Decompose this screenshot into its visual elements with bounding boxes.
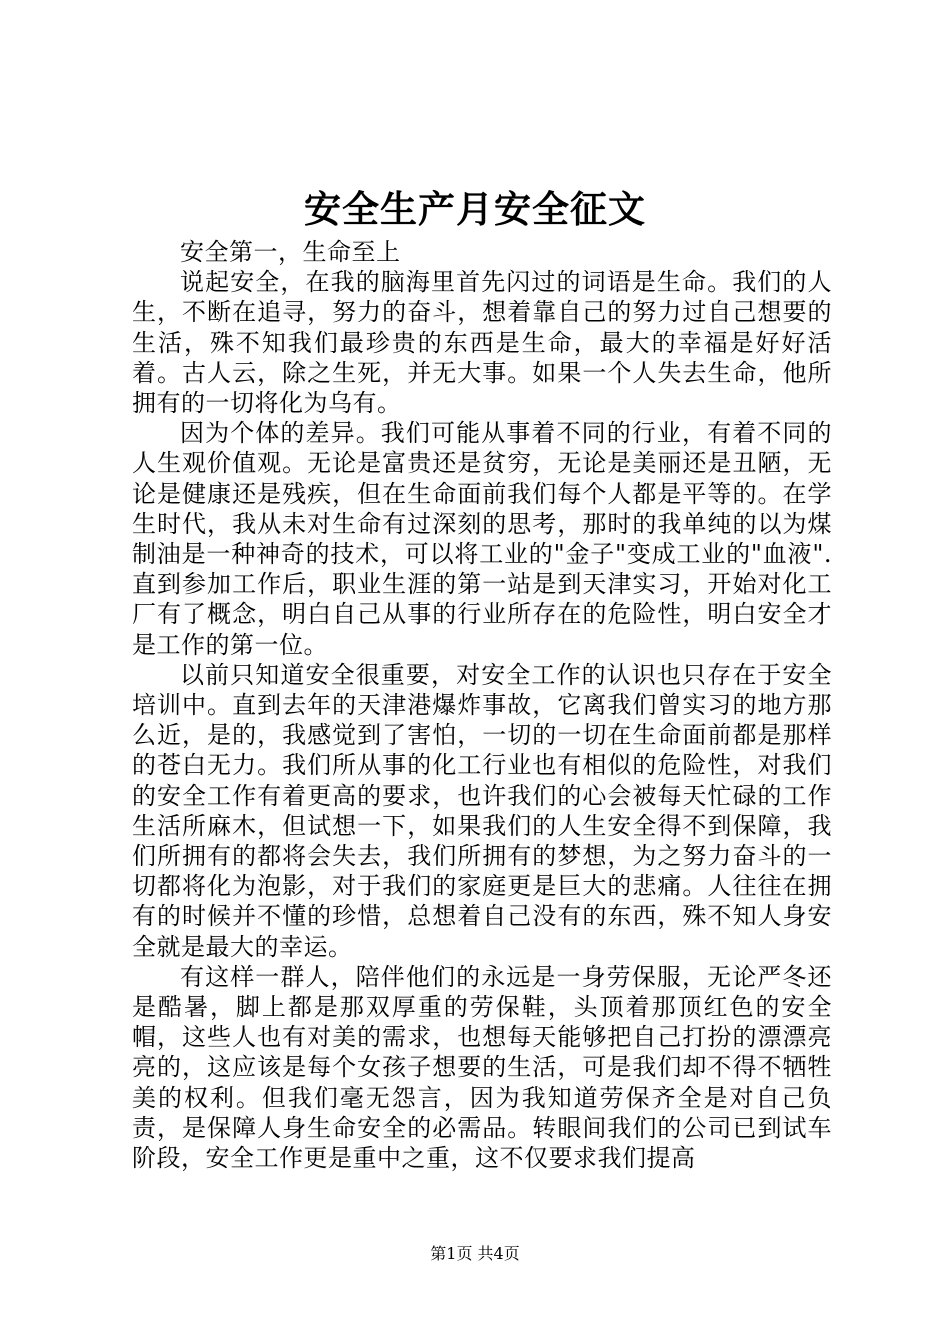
paragraph: 有这样一群人，陪伴他们的永远是一身劳保服，无论严冬还是酷暑，脚上都是那双厚重的劳保鞋，头顶着那顶红色的安全帽，这些人也有对美的需求，也想每天能够把自己打扮的漂漂亮亮的，这应该是每个女孩子想要的生活，可是我们却不得不牺牲美的权利。但我们毫无怨言，因为我知道劳保齐全是对自己负责，是保障人身生命安全的必需品。转眼间我们的公司已到试车阶段，安全工作更是重中之重，这不仅要求我们提高 xyxy=(132,962,832,1173)
document-title: 安全生产月安全征文 xyxy=(304,187,646,231)
paragraph: 因为个体的差异。我们可能从事着不同的行业，有着不同的人生观价值观。无论是富贵还是贫穷，无论是美丽还是丑陋，无论是健康还是残疾，但在生命面前我们每个人都是平等的。在学生时代，我从未对生命有过深刻的思考，那时的我单纯的以为煤制油是一种神奇的技术，可以将工业的"金子"变成工业的"血液".直到参加工作后，职业生涯的第一站是到天津实习，开始对化工厂有了概念，明白自己从事的行业所存在的危险性，明白安全才是工作的第一位。 xyxy=(132,419,832,659)
paragraph-subtitle: 安全第一，生命至上 xyxy=(180,238,401,266)
document-body xyxy=(132,237,832,1173)
page-footer: 第1页 共4页 xyxy=(430,1244,520,1263)
paragraph: 说起安全，在我的脑海里首先闪过的词语是生命。我们的人生，不断在追寻，努力的奋斗，想着靠自己的努力过自己想要的生活，殊不知我们最珍贵的东西是生命，最大的幸福是好好活着。古人云，除之生死，并无大事。如果一个人失去生命，他所拥有的一切将化为乌有。 xyxy=(132,268,832,418)
paragraph: 以前只知道安全很重要，对安全工作的认识也只存在于安全培训中。直到去年的天津港爆炸事故，它离我们曾实习的地方那么近，是的，我感觉到了害怕，一切的一切在生命面前都是那样的苍白无力。我们所从事的化工行业也有相似的危险性，对我们的安全工作有着更高的要求，也许我们的心会被每天忙碌的工作生活所麻木，但试想一下，如果我们的人生安全得不到保障，我们所拥有的都将会失去，我们所拥有的梦想，为之努力奋斗的一切都将化为泡影，对于我们的家庭更是巨大的悲痛。人往往在拥有的时候并不懂的珍惜，总想着自己没有的东西，殊不知人身安全就是最大的幸运。 xyxy=(132,660,832,961)
